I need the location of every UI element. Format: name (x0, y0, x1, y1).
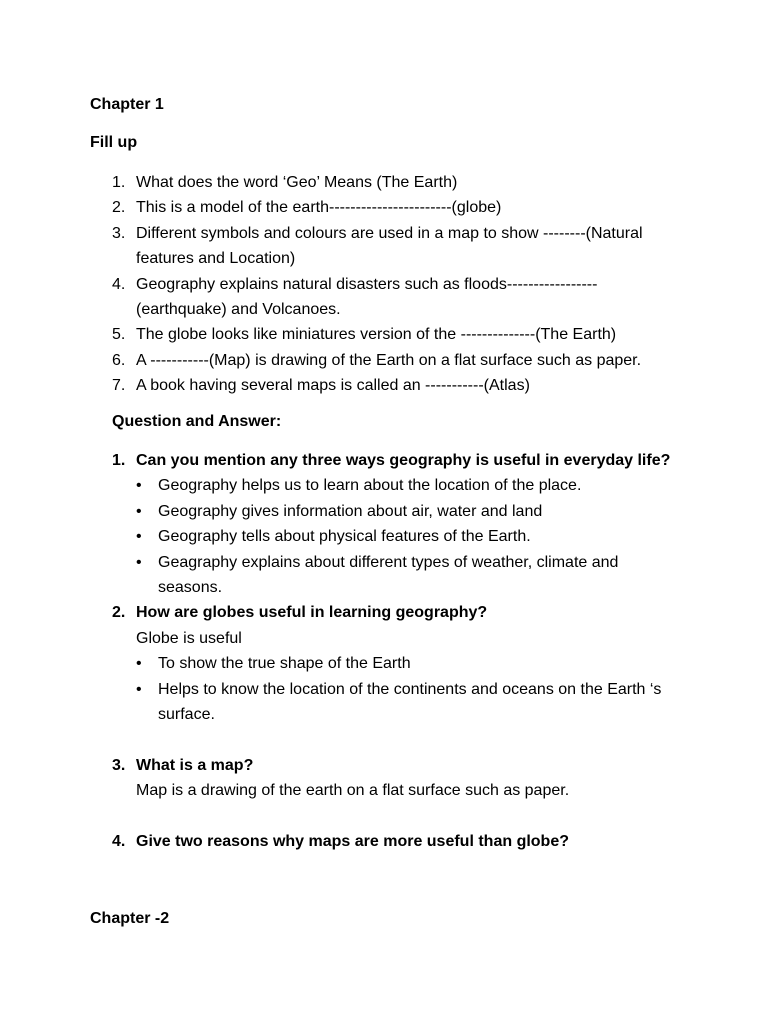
fillup-item-number: 1. (112, 174, 126, 191)
answer-text: Globe is useful (136, 629, 242, 647)
fillup-item-text: The globe looks like miniatures version of the --------------(The Earth) (136, 326, 617, 344)
qa-list-continued (112, 829, 712, 854)
fillup-item-text: This is a model of the earth-----------------------(globe) (136, 199, 502, 217)
fillup-title: Fill up (90, 134, 138, 151)
fillup-item-text: Geography explains natural disasters such as floods----------------- (136, 275, 598, 293)
question-text: Can you mention any three ways geography is useful in everyday life? (136, 452, 671, 469)
answer-bullet (136, 677, 712, 728)
answer-bullet-text: Geography helps us to learn about the location of the place. (158, 477, 582, 495)
fillup-item (112, 272, 643, 323)
chapter-1-title: Chapter 1 (90, 96, 164, 113)
bullet-icon: • (136, 477, 142, 495)
qa-list (112, 448, 712, 727)
answer-bullet (136, 499, 712, 524)
fillup-list (112, 170, 643, 399)
fillup-item-number: 4. (112, 275, 126, 293)
fillup-item-number: 7. (112, 377, 126, 395)
answer-bullets (136, 651, 712, 727)
bullet-icon: • (136, 502, 142, 520)
question-text: Give two reasons why maps are more useful than globe? (136, 833, 569, 850)
bullet-icon: • (136, 553, 142, 571)
answer-bullet-text: To show the true shape of the Earth (158, 655, 411, 673)
question-number: 1. (112, 452, 126, 469)
answer-bullet (136, 550, 712, 601)
qa-list-continued (112, 753, 712, 804)
answer-bullets (136, 473, 712, 600)
question-number: 2. (112, 604, 126, 622)
answer-bullet-text: Geagraphy explains about different types of weather, climate and (158, 553, 619, 571)
answer-text: Map is a drawing of the earth on a flat surface such as paper. (136, 782, 570, 800)
fillup-item-number: 2. (112, 199, 126, 217)
chapter-2-title: Chapter -2 (90, 910, 170, 927)
question-text: What is a map? (136, 757, 254, 774)
question-item (112, 753, 712, 804)
bullet-icon: • (136, 528, 142, 546)
question-item (112, 829, 712, 854)
fillup-item (112, 221, 643, 272)
answer-bullet-text: surface. (158, 706, 215, 724)
bullet-icon: • (136, 655, 142, 673)
answer-bullet-text: seasons. (158, 579, 223, 597)
fillup-item (112, 373, 643, 398)
fillup-item-text: features and Location) (136, 250, 296, 268)
answer-bullet (136, 651, 712, 676)
fillup-item-number: 3. (112, 224, 126, 242)
question-item (112, 600, 712, 727)
qa-title: Question and Answer: (112, 413, 282, 430)
fillup-item (112, 195, 643, 220)
fillup-item (112, 170, 643, 195)
bullet-icon: • (136, 680, 142, 698)
answer-bullet-text: Helps to know the location of the continents and oceans on the Earth ‘s (158, 680, 662, 698)
fillup-item-number: 6. (112, 351, 126, 369)
fillup-item-text: (earthquake) and Volcanoes. (136, 301, 341, 319)
fillup-item-text: Different symbols and colours are used in a map to show --------(Natural (136, 224, 643, 242)
fillup-item-text: A book having several maps is called an -----------(Atlas) (136, 377, 530, 395)
fillup-item (112, 348, 643, 373)
answer-bullet (136, 524, 712, 549)
fillup-item-text: A -----------(Map) is drawing of the Earth on a flat surface such as paper. (136, 351, 642, 369)
fillup-item-text: What does the word ‘Geo’ Means (The Earth) (136, 174, 458, 191)
question-number: 3. (112, 757, 126, 774)
question-number: 4. (112, 833, 126, 850)
question-item (112, 448, 712, 600)
question-text: How are globes useful in learning geography? (136, 604, 488, 622)
fillup-item-number: 5. (112, 326, 126, 344)
answer-bullet (136, 473, 712, 498)
fillup-item (112, 322, 643, 347)
answer-bullet-text: Geography tells about physical features of the Earth. (158, 528, 531, 546)
answer-bullet-text: Geography gives information about air, water and land (158, 502, 543, 520)
